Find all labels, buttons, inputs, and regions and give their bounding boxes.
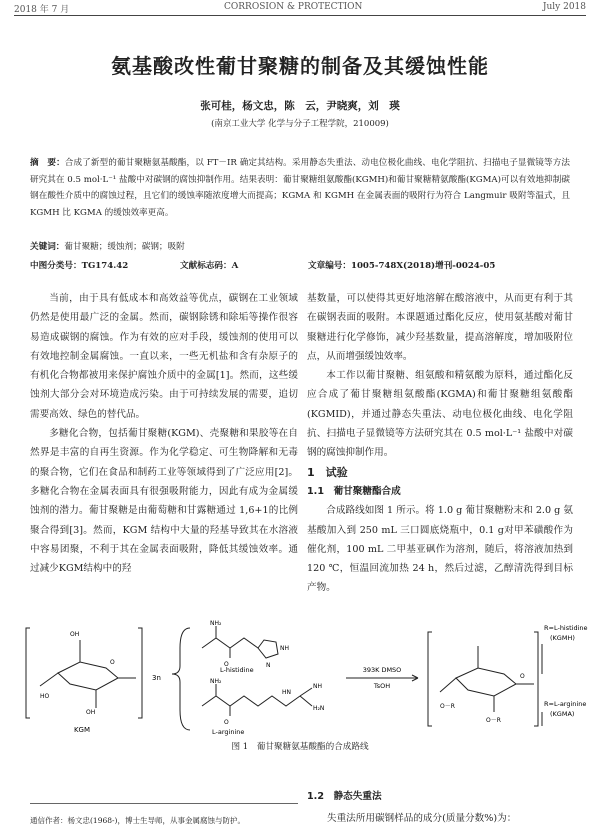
- bracket-left: [26, 628, 30, 718]
- article-number: 文章编号：1005-748X(2018)增刊-0024-05: [308, 261, 496, 271]
- doc-code: 文献标志码：A: [180, 261, 239, 271]
- r2-label: R=L-arginine: [544, 700, 587, 708]
- atom-label: NH: [313, 683, 322, 690]
- atom-label: HN: [282, 689, 291, 696]
- r1-label: R=L-histidine: [544, 624, 588, 632]
- atom-label: O: [224, 661, 229, 668]
- authors: 张可桂，杨文忠，陈 云，尹晓爽，刘 瑛: [200, 100, 400, 112]
- body-left-column: [30, 289, 298, 578]
- atom-label: NH₂: [210, 678, 222, 685]
- atom-label: O: [110, 659, 115, 666]
- body-right-column: [307, 289, 573, 598]
- atom-label: N: [266, 662, 271, 669]
- arginine-label: L-arginine: [212, 728, 245, 736]
- synthesis-scheme-figure: [20, 618, 588, 740]
- kgm-ring: [58, 662, 118, 690]
- product-ring: [456, 668, 516, 696]
- brace: [172, 628, 190, 730]
- atom-label: OH: [70, 631, 80, 638]
- catalyst-label: TsOH: [373, 682, 391, 690]
- r2-abbrev: (KGMA): [550, 710, 575, 718]
- atom-label: O: [224, 719, 229, 726]
- footnote: 通信作者：杨文忠(1968-)，博士生导师，从事金属腐蚀与防护。: [30, 816, 245, 825]
- affiliation: (南京工业大学 化学与分子工程学院，210009): [211, 119, 389, 129]
- paragraph: 合成路线如图 1 所示。将 1.0 g 葡甘聚糖粉末和 2.0 g 氨基酸加入到 250 mL 三口圆底烧瓶中，0.1 g对甲苯磺酸作为催化剂，100 mL 二甲基亚砜作为溶剂，随后，将溶液加热到 120 ℃，恒温回流加热 24 h，然后过滤，乙醇清洗得到目标产物。: [307, 505, 573, 594]
- bracket-right: [138, 628, 142, 718]
- paragraph: 基数量，可以使得其更好地溶解在酸溶液中，从而更有利于其在碳钢表面的吸附。本课题通过酯化反应，使用氨基酸对葡甘聚糖进行化学修饰，减少羟基数量，提高溶解度，增加吸附位点，从而增强缓蚀效率。: [307, 293, 573, 362]
- subsection-heading: 1.2 静态失重法: [307, 791, 382, 802]
- atom-label: O－R: [440, 703, 455, 710]
- footnote-rule: [30, 803, 298, 804]
- paper-title: 氨基酸改性葡甘聚糖的制备及其缓蚀性能: [111, 54, 489, 78]
- atom-label: O－R: [486, 717, 501, 724]
- figure-caption: 图 1 葡甘聚糖氨基酸酯的合成路线: [231, 742, 369, 752]
- abstract: [30, 155, 570, 221]
- section-heading: 1 试验: [307, 465, 348, 479]
- header-month: July 2018: [542, 2, 586, 12]
- header-date: 2018 年 7 月: [14, 5, 70, 15]
- imidazole-ring: [258, 640, 278, 658]
- running-header: [14, 0, 586, 16]
- atom-label: O: [520, 673, 525, 680]
- paragraph: 多糖化合物，包括葡甘聚糖(KGM)、壳聚糖和果胶等在自然界是丰富的自再生资源。作为化学稳定、可生物降解和无毒的聚合物，它们在食品和制药工业等领域得到了广泛应用[2]。多糖化合物在金属表面具有很强吸附能力，因此有成为金属缓蚀剂的潜力。葡甘聚糖是由葡萄糖和甘露糖通过 1,6+1的比例聚合得到[3]。然而，KGM 结构中大量的羟基导致其在水溶液中容易团聚，不利于其在金属表面吸附，降低其缓蚀效率。通过减少KGM结构中的羟: [30, 428, 298, 575]
- multiplier-label: 3n: [152, 674, 161, 682]
- header-journal: CORROSION & PROTECTION: [224, 2, 363, 12]
- atom-label: HO: [40, 693, 50, 700]
- abstract-label: 摘 要：: [30, 158, 65, 168]
- histidine-label: L-histidine: [220, 666, 254, 674]
- keywords-label: 关键词：: [30, 242, 65, 252]
- classification: [30, 259, 590, 271]
- r1-abbrev: (KGMH): [550, 634, 575, 642]
- keywords: [30, 240, 570, 252]
- atom-label: OH: [86, 709, 96, 716]
- paragraph: 失重法所用碳钢样品的成分(质量分数%)为：: [327, 813, 517, 824]
- condition-label: 393K DMSO: [362, 666, 402, 674]
- subsection-heading: 1.1 葡甘聚糖酯合成: [307, 485, 401, 497]
- clc-number: 中图分类号：TG174.42: [30, 261, 129, 271]
- atom-label: NH₂: [210, 620, 222, 627]
- atom-label: H₂N: [313, 705, 325, 712]
- paragraph: 本工作以葡甘聚糖、组氨酸和精氨酸为原料，通过酯化反应合成了葡甘聚糖组氨酸酯(KGMA)和葡甘聚糖组氨酸酯(KGMID)，并通过静态失重法、动电位极化曲线、电化学阻抗、扫描电子显微镜等方法研究其在 0.5 mol·L⁻¹ 盐酸中对碳钢的腐蚀抑制作用。: [307, 370, 573, 459]
- keywords-text: 葡甘聚糖；缓蚀剂；碳钢；吸附: [64, 242, 185, 252]
- atom-label: NH: [280, 645, 289, 652]
- abstract-text: 合成了新型的葡甘聚糖氨基酸酯，以 FT－IR 确定其结构。采用静态失重法、动电位极化曲线、电化学阻抗、扫描电子显微镜等方法研究其在 0.5 mol·L⁻¹ 盐酸中对碳钢的腐蚀抑制作用。结果表明：葡甘聚糖组氨酸酯(KGMH)和葡甘聚糖精氨酸酯(KGMA)可以有效地抑制碳钢在酸性介质中的腐蚀过程，且它们的缓蚀率随浓度增大而提高；KGMA 和 KGMH 在金属表面的吸附行为符合 Langmuir 吸附等温式，且 KGMH 比 KGMA 的缓蚀效率更高。: [30, 158, 570, 218]
- paragraph: 当前，由于具有低成本和高效益等优点，碳钢在工业领域仍然是使用最广泛的金属。然而，碳钢除锈和除垢等操作很容易造成碳钢的腐蚀。作为有效的应对手段，缓蚀剂的使用可以有效地控制金属腐蚀。一直以来，一些无机盐和含有杂原子的有机化合物都被用来保护腐蚀介质中的金属[1]。然而，这些缓蚀剂大部分会对环境造成污染。由于可持续发展的需要，追切需要高效、绿色的替代品。: [30, 293, 298, 420]
- kgm-label: KGM: [73, 726, 91, 734]
